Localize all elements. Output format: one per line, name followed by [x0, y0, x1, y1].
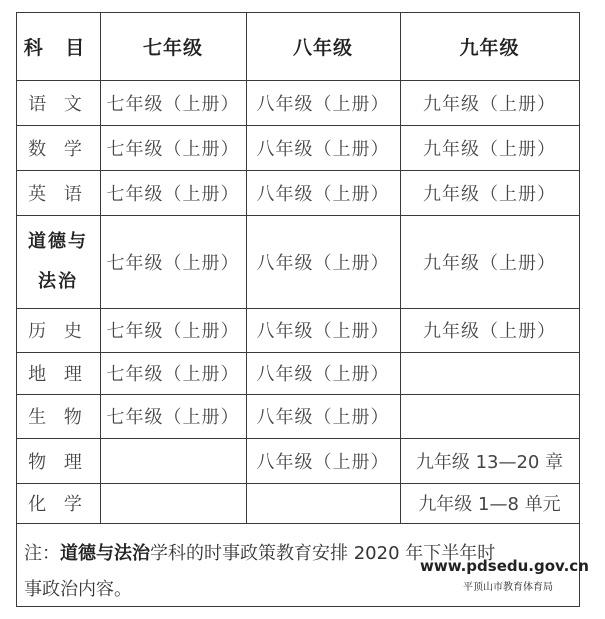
subject-chinese: 语 文: [28, 93, 88, 115]
subject-english: 英 语: [28, 183, 88, 205]
cell-chemistry-g9: 九年级 1—8 单元: [418, 494, 561, 515]
cell-physics-g9: 九年级 13—20 章: [415, 451, 564, 473]
cell-geography-g7: 七年级（上册）: [106, 364, 240, 385]
cell-morality-g8: 八年级（上册）: [256, 252, 390, 274]
header-grade9: 九年级: [459, 36, 520, 59]
header-grade8: 八年级: [292, 36, 353, 59]
cell-chinese-g7: 七年级（上册）: [106, 93, 240, 115]
cell-morality-g9: 九年级（上册）: [423, 252, 556, 274]
cell-biology-g9: [400, 394, 579, 438]
subject-morality-law-line1: 道德与: [28, 230, 88, 252]
cell-physics-g8: 八年级（上册）: [256, 451, 390, 473]
cell-english-g8: 八年级（上册）: [256, 183, 390, 205]
subject-physics: 物 理: [28, 451, 88, 473]
cell-biology-g7: 七年级（上册）: [106, 407, 240, 428]
cell-biology-g8: 八年级（上册）: [256, 407, 390, 428]
subject-biology: 生 物: [28, 407, 88, 428]
cell-geography-g8: 八年级（上册）: [256, 364, 390, 385]
cell-math-g8: 八年级（上册）: [256, 138, 390, 160]
cell-history-g7: 七年级（上册）: [106, 321, 240, 342]
subject-geography: 地 理: [28, 364, 88, 385]
cell-morality-g7: 七年级（上册）: [106, 252, 240, 274]
subject-chemistry: 化 学: [28, 494, 88, 515]
subject-history: 历 史: [28, 321, 88, 342]
note-prefix: 注：: [24, 543, 60, 564]
cell-english-g9: 九年级（上册）: [423, 183, 556, 205]
note-highlight: 道德与法治: [60, 543, 150, 564]
cell-english-g7: 七年级（上册）: [106, 183, 240, 205]
watermark-org: 平顶山市教育体育局: [463, 582, 553, 593]
cell-math-g9: 九年级（上册）: [423, 138, 556, 160]
note-line1: 学科的时事政策教育安排 2020 年下半年时: [150, 543, 496, 564]
curriculum-table: [16, 12, 580, 607]
cell-math-g7: 七年级（上册）: [106, 138, 240, 160]
cell-chinese-g8: 八年级（上册）: [256, 93, 390, 115]
subject-math: 数 学: [28, 138, 88, 160]
cell-chemistry-g8: [246, 483, 400, 523]
header-grade7: 七年级: [142, 36, 203, 59]
header-subject: 科 目: [23, 36, 93, 59]
cell-chemistry-g7: [100, 483, 246, 523]
subject-morality-law-line2: 法治: [38, 270, 78, 292]
watermark-url: www.pdsedu.gov.cn: [420, 557, 589, 575]
subject-morality-law: [16, 215, 100, 308]
cell-history-g9: 九年级（上册）: [423, 321, 556, 342]
cell-geography-g9: [400, 352, 579, 394]
note-line2: 事政治内容。: [24, 579, 132, 600]
cell-history-g8: 八年级（上册）: [256, 321, 390, 342]
cell-physics-g7: [100, 438, 246, 483]
cell-chinese-g9: 九年级（上册）: [423, 93, 556, 115]
